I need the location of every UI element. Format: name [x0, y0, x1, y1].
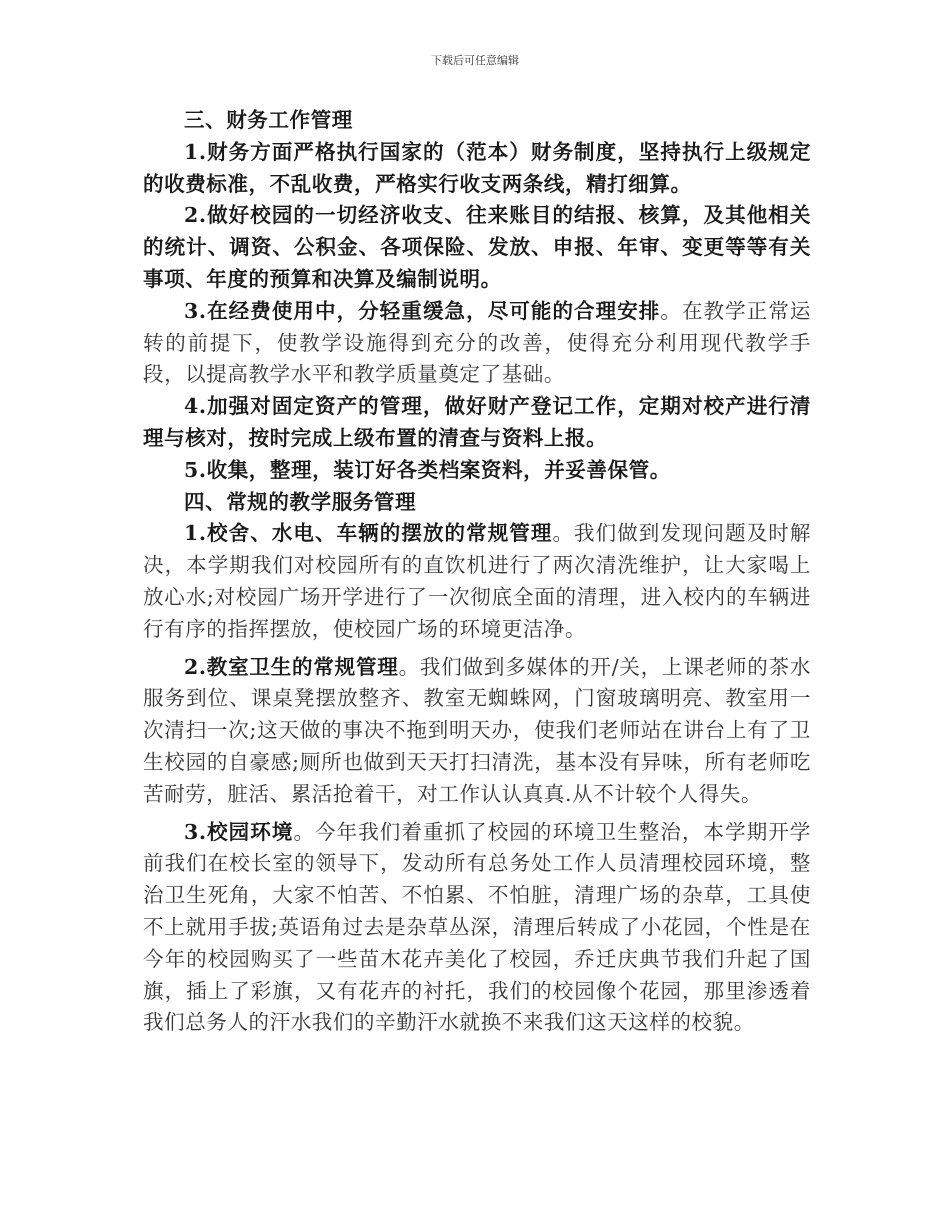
service-paragraph-1-body: 。我们做到发现问题及时解决，本学期我们对校园所有的直饮机进行了两次清洗维护，让大家喝上放心水;对校园广场开学进行了一次彻底全面的清理，进入校内的车辆进行有序的指挥摆放，使校园广场的环境更洁净。: [143, 521, 811, 641]
service-paragraph-2-body: 。我们做到多媒体的开/关，上课老师的茶水服务到位、课桌凳摆放整齐、教室无蜘蛛网，门窗玻璃明亮、教室用一次清扫一次;这天做的事决不拖到明天办，使我们老师站在讲台上有了卫生校园的自豪感;厕所也做到天天打扫清洗，基本没有异味，所有老师吃苦耐劳，脏活、累活抢着干，对工作认认真真.从不计较个人得失。: [143, 654, 811, 806]
finance-paragraph-3: [143, 296, 811, 391]
section-heading-finance: 三、财务工作管理: [184, 108, 353, 132]
service-paragraph-1: [143, 518, 811, 645]
service-paragraph-3-body: 。今年我们着重抓了校园的环境卫生整治，本学期开学前我们在校长室的领导下，发动所有总务处工作人员清理校园环境，整治卫生死角，大家不怕苦、不怕累、不怕脏，清理广场的杂草，工具使不上就用手拔;英语角过去是杂草丛深，清理后转成了小花园，个性是在今年的校园购买了一些苗木花卉美化了校园，乔迁庆典节我们升起了国旗，插上了彩旗，又有花卉的衬托，我们的校园像个花园，那里渗透着我们总务人的汗水我们的辛勤汗水就换不来我们这天这样的校貌。: [143, 819, 811, 1035]
finance-paragraph-3-lead: 3.在经费使用中，分轻重缓急，尽可能的合理安排: [184, 298, 661, 323]
finance-paragraph-5: 5.收集，整理，装订好各类档案资料，并妥善保管。: [184, 457, 671, 482]
service-paragraph-1-lead: 1.校舍、水电、车辆的摆放的常规管理: [184, 521, 553, 546]
finance-paragraph-3-body: 。在教学正常运转的前提下，使教学设施得到充分的改善，使得充分利用现代教学手段，以提高教学水平和教学质量奠定了基础。: [143, 298, 812, 387]
service-paragraph-3: [143, 817, 811, 1040]
document-body: [143, 105, 811, 1039]
page-header: 下载后可任意编辑: [431, 54, 519, 67]
finance-paragraph-1: 1.财务方面严格执行国家的（范本）财务制度，坚持执行上级规定的收费标准，不乱收费，严格实行收支两条线，精打细算。: [143, 139, 811, 196]
section-heading-service: 四、常规的教学服务管理: [184, 489, 417, 514]
finance-paragraph-2: 2.做好校园的一切经济收支、往来账目的结报、核算，及其他相关的统计、调资、公积金、各项保险、发放、申报、年审、变更等等有关事项、年度的预算和决算及编制说明。: [143, 203, 811, 291]
service-paragraph-2: [143, 652, 811, 811]
service-paragraph-2-lead: 2.教室卫生的常规管理: [184, 654, 399, 679]
service-paragraph-3-lead: 3.校园环境: [184, 819, 294, 844]
finance-paragraph-4: 4.加强对固定资产的管理，做好财产登记工作，定期对校产进行清理与核对，按时完成上级布置的清查与资料上报。: [143, 394, 811, 450]
